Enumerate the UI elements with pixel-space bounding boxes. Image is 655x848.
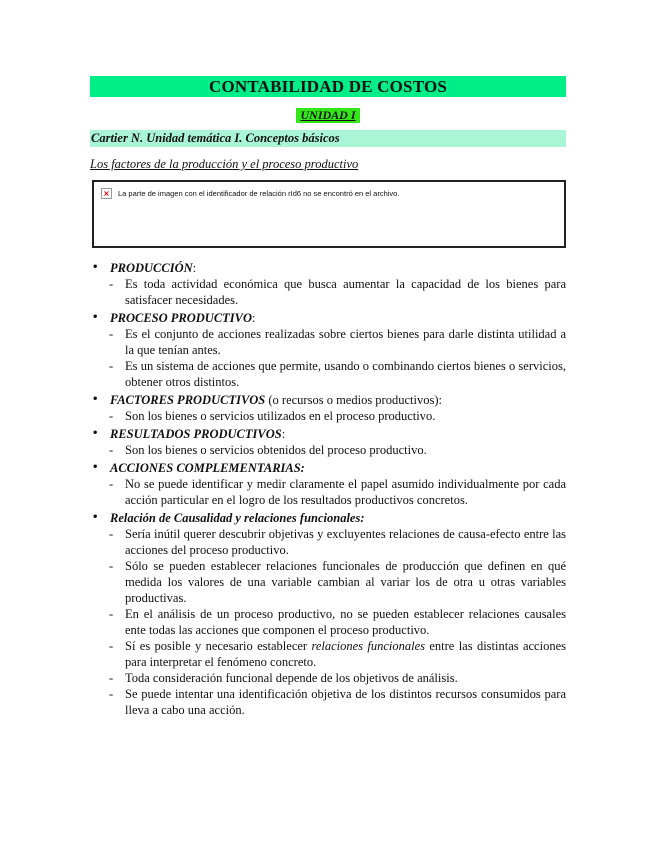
list-item: - Se puede intentar una identificación objetiva de los distintos recursos consumidos para lleva a cabo una acción.: [109, 687, 566, 717]
bullet-heading: ACCIONES COMPLEMENTARIAS:: [110, 461, 305, 475]
list-item: - Sería inútil querer descubrir objetivas y excluyentes relaciones de causa-efecto entre las acciones del proceso productivo.: [109, 527, 566, 557]
document-title: CONTABILIDAD DE COSTOS: [90, 76, 566, 97]
list-item: - Sólo se pueden establecer relaciones funcionales de producción que definen en qué medida los valores de una variable cambian al variar los de otra u otras variables productivas.: [109, 559, 566, 605]
bullet-dot: •: [92, 262, 99, 273]
list-item: - Son los bienes o servicios obtenidos del proceso productivo.: [109, 443, 427, 457]
bullet-dot: •: [92, 394, 99, 405]
bullet-factores-productivos: [90, 392, 566, 408]
missing-image-notice: [101, 188, 399, 199]
list-item: - En el análisis de un proceso productivo, no se pueden establecer relaciones causales ente todas las acciones que componen el proceso productivo.: [109, 607, 566, 637]
emphasis-text: relaciones funcionales: [311, 639, 426, 653]
bullet-resultados-productivos: [90, 426, 566, 442]
list-item: - Es toda actividad económica que busca aumentar la capacidad de los bienes para satisfacer necesidades.: [109, 277, 566, 307]
list-item: - Es el conjunto de acciones realizadas sobre ciertos bienes para darle distinta utilidad a la que tenían antes.: [109, 327, 566, 357]
bullet-acciones-complementarias: [90, 460, 566, 476]
bullet-proceso-productivo: [90, 310, 566, 326]
bullet-suffix: :: [281, 427, 286, 441]
section-subtitle: Los factores de la producción y el proceso productivo: [90, 157, 359, 171]
broken-image-icon: ×: [101, 188, 112, 199]
bullet-heading: RESULTADOS PRODUCTIVOS: [110, 427, 282, 441]
list-item: - Sí es posible y necesario establecer relaciones funcionales entre las distintas acciones para interpretar el fenómeno concreto.: [109, 639, 566, 669]
bullet-suffix: (o recursos o medios productivos):: [265, 393, 442, 407]
list-item: - Es un sistema de acciones que permite, usando o combinando ciertos bienes o servicios, obtener otros distintos.: [109, 359, 566, 389]
bullet-dot: •: [92, 312, 99, 323]
bullet-suffix: :: [252, 311, 256, 325]
bullet-heading: Relación de Causalidad y relaciones funcionales:: [110, 511, 365, 525]
bullet-heading: PRODUCCIÓN: [110, 261, 193, 275]
bullet-list: [90, 260, 566, 718]
bullet-suffix: :: [192, 261, 197, 275]
bullet-relacion-causalidad: [90, 510, 566, 526]
list-item: - Son los bienes o servicios utilizados en el proceso productivo.: [109, 409, 436, 423]
list-item: - Toda consideración funcional depende de los objetivos de análisis.: [109, 671, 458, 685]
unit-label: UNIDAD I: [296, 108, 359, 123]
missing-image-frame: [92, 180, 566, 248]
bullet-heading: FACTORES PRODUCTIVOS: [110, 393, 266, 407]
bullet-dot: •: [92, 462, 99, 473]
section-title: Cartier N. Unidad temática I. Conceptos básicos: [90, 130, 566, 147]
missing-image-text: La parte de imagen con el identificador de relación rId6 no se encontró en el archivo.: [118, 189, 400, 198]
list-item: - No se puede identificar y medir claramente el papel asumido individualmente por cada acción particular en el logro de los resultados productivos concretos.: [109, 477, 566, 507]
bullet-dot: •: [92, 428, 99, 439]
bullet-heading: PROCESO PRODUCTIVO: [110, 311, 253, 325]
bullet-produccion: [90, 260, 566, 276]
bullet-dot: •: [92, 512, 99, 523]
unit-label-wrap: [90, 106, 566, 124]
